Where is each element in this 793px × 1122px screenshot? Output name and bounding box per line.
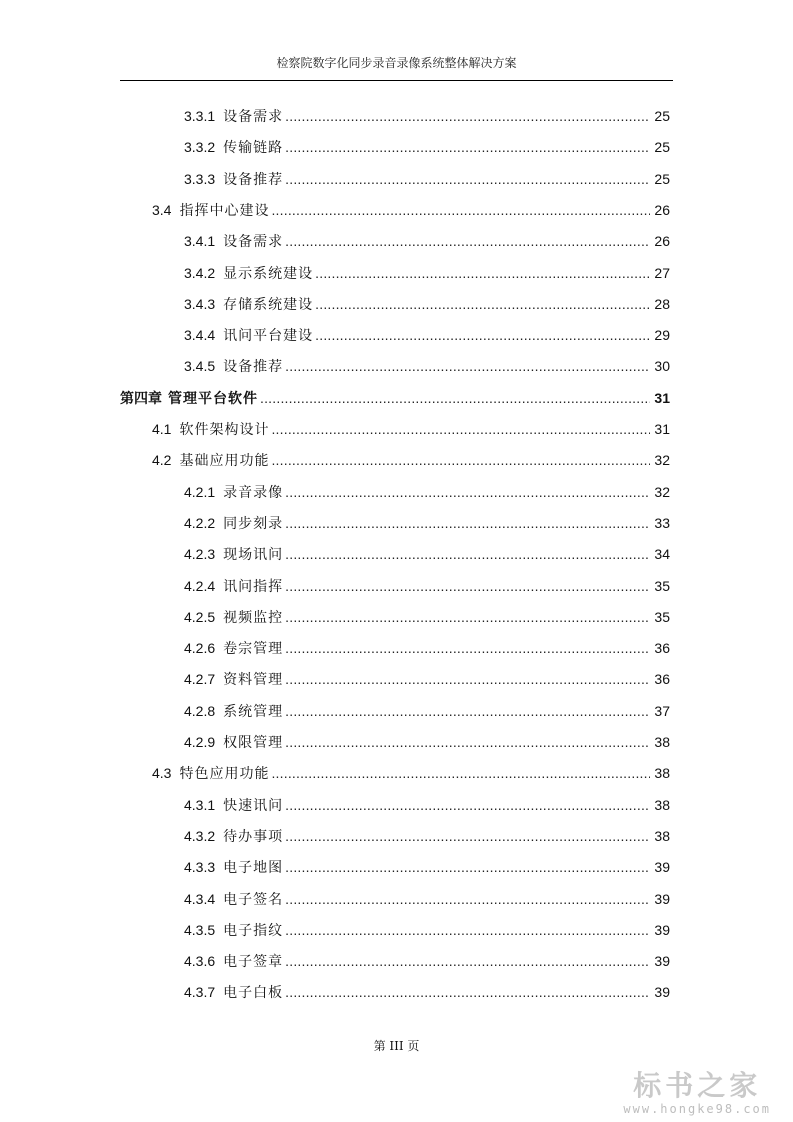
toc-entry-title: 资料管理 xyxy=(223,671,284,688)
toc-entry[interactable] xyxy=(184,356,670,376)
toc-leader-dots xyxy=(285,171,650,187)
toc-entry-number: 4.3.2 xyxy=(184,827,216,844)
toc-entry-number: 4.3.7 xyxy=(184,984,216,1001)
toc-entry[interactable] xyxy=(184,607,670,627)
toc-entry-page: 35 xyxy=(654,608,670,625)
toc-entry-page: 33 xyxy=(654,514,670,531)
toc-entry[interactable] xyxy=(184,826,670,846)
toc-entry[interactable] xyxy=(152,450,670,470)
toc-entry-page: 39 xyxy=(654,984,670,1001)
toc-entry-title: 基础应用功能 xyxy=(179,452,270,469)
watermark-logo: 标书之家 xyxy=(633,1069,762,1102)
toc-leader-dots xyxy=(285,546,650,562)
toc-entry[interactable] xyxy=(184,857,670,877)
toc-entry-title: 传输链路 xyxy=(223,139,284,156)
toc-leader-dots xyxy=(315,327,650,343)
toc-entry-page: 38 xyxy=(654,796,670,813)
toc-entry[interactable] xyxy=(184,231,670,251)
toc-entry-title: 电子地图 xyxy=(223,859,284,876)
toc-entry[interactable] xyxy=(184,669,670,689)
toc-entry-page: 38 xyxy=(654,765,670,782)
toc-leader-dots xyxy=(285,922,650,938)
toc-leader-dots xyxy=(285,108,650,124)
toc-entry[interactable] xyxy=(184,920,670,940)
toc-entry-page: 25 xyxy=(654,108,670,124)
page-footer: 第 III 页 xyxy=(373,1039,420,1053)
toc-leader-dots xyxy=(285,139,650,155)
page-header: 检察院数字化同步录音录像系统整体解决方案 xyxy=(276,56,517,70)
toc-entry-title: 现场讯问 xyxy=(223,546,284,563)
toc-leader-dots xyxy=(285,859,650,875)
toc-entry-number: 4.2.6 xyxy=(184,640,216,657)
toc-entry-title: 设备推荐 xyxy=(223,170,284,187)
toc-leader-dots xyxy=(285,640,650,656)
toc-entry-title: 系统管理 xyxy=(223,702,284,719)
toc-entry[interactable] xyxy=(184,513,670,533)
toc-entry-title: 设备推荐 xyxy=(223,358,284,375)
toc-entry-title: 讯问平台建设 xyxy=(223,327,314,344)
toc-entry-page: 26 xyxy=(654,201,670,218)
toc-entry-number: 4.3.5 xyxy=(184,921,216,938)
toc-entry-number: 4.3.4 xyxy=(184,890,216,907)
toc-entry[interactable] xyxy=(184,169,670,189)
toc-entry-page: 37 xyxy=(654,702,670,719)
toc-entry-number: 3.4.4 xyxy=(184,327,216,344)
toc-entry[interactable] xyxy=(120,388,670,408)
toc-leader-dots xyxy=(315,296,650,312)
toc-entry-title: 设备需求 xyxy=(223,108,284,124)
toc-entry[interactable] xyxy=(184,795,670,815)
toc-entry[interactable] xyxy=(152,200,670,220)
toc-entry-title: 待办事项 xyxy=(223,827,284,844)
toc-entry-page: 36 xyxy=(654,671,670,688)
toc-entry[interactable] xyxy=(184,889,670,909)
toc-entry-page: 39 xyxy=(654,921,670,938)
toc-entry-page: 38 xyxy=(654,827,670,844)
toc-entry-title: 权限管理 xyxy=(223,734,284,750)
toc-entry-page: 25 xyxy=(654,170,670,187)
toc-leader-dots xyxy=(285,734,650,750)
toc-entry-number: 3.3.3 xyxy=(184,170,216,187)
toc-entry-number: 3.3.1 xyxy=(184,108,216,124)
toc-entry-title: 快速讯问 xyxy=(223,796,284,813)
toc-leader-dots xyxy=(285,984,650,1000)
toc-entry-title: 视频监控 xyxy=(223,608,284,625)
toc-entry-page: 31 xyxy=(654,421,670,437)
watermark-url: www.hongke98.com xyxy=(623,1102,771,1116)
toc-leader-dots xyxy=(285,703,650,719)
toc-entry-number: 4.2.3 xyxy=(184,546,216,563)
toc-leader-dots xyxy=(260,390,650,406)
toc-entry-number: 4.2.7 xyxy=(184,671,216,688)
toc-entry-title: 电子白板 xyxy=(223,984,284,1001)
toc-entry-number: 4.1 xyxy=(152,421,172,437)
toc-entry-page: 38 xyxy=(654,734,670,750)
toc-leader-dots xyxy=(285,891,650,907)
toc-entry-page: 28 xyxy=(654,295,670,312)
toc-entry-number: 4.2 xyxy=(152,452,172,469)
toc-entry-page: 29 xyxy=(654,327,670,344)
toc-entry-page: 39 xyxy=(654,890,670,907)
toc-entry-title: 特色应用功能 xyxy=(179,765,270,782)
toc-entry-number: 3.4.3 xyxy=(184,295,216,312)
toc-leader-dots xyxy=(285,484,650,500)
toc-leader-dots xyxy=(285,515,650,531)
toc-leader-dots xyxy=(285,797,650,813)
toc-entry-number: 4.3.6 xyxy=(184,953,216,970)
toc-leader-dots xyxy=(285,578,650,594)
toc-entry-title: 卷宗管理 xyxy=(223,640,284,657)
toc-entry-title: 电子指纹 xyxy=(223,921,284,938)
toc-entry-number: 3.3.2 xyxy=(184,139,216,156)
toc-entry-page: 39 xyxy=(654,953,670,970)
toc-entry[interactable] xyxy=(184,701,670,721)
toc-entry-page: 34 xyxy=(654,546,670,563)
toc-leader-dots xyxy=(315,265,650,281)
toc-entry-page: 31 xyxy=(654,389,670,406)
toc-entry-number: 4.3.3 xyxy=(184,859,216,876)
toc-entry-page: 36 xyxy=(654,640,670,657)
toc-leader-dots xyxy=(285,953,650,969)
toc-entry-page: 27 xyxy=(654,264,670,281)
toc-entry-page: 26 xyxy=(654,233,670,250)
toc-entry-number: 4.2.9 xyxy=(184,734,216,750)
toc-entry-title: 管理平台软件 xyxy=(168,389,258,406)
toc-entry[interactable] xyxy=(184,137,670,157)
toc-entry-title: 电子签名 xyxy=(223,890,284,907)
toc-entry-number: 4.2.8 xyxy=(184,702,216,719)
toc-entry-number: 3.4.2 xyxy=(184,264,216,281)
toc-entry[interactable] xyxy=(184,294,670,314)
toc-leader-dots xyxy=(285,233,650,249)
toc-entry[interactable] xyxy=(184,951,670,971)
toc-entry-title: 电子签章 xyxy=(223,953,284,970)
toc-entry-title: 同步刻录 xyxy=(223,514,284,531)
toc-entry-number: 第四章 xyxy=(120,389,162,406)
watermark xyxy=(623,1064,771,1116)
toc-entry-title: 录音录像 xyxy=(223,483,284,500)
toc-entry-title: 显示系统建设 xyxy=(223,264,314,281)
toc-entry-number: 4.2.1 xyxy=(184,483,216,500)
toc-entry-number: 3.4 xyxy=(152,201,172,218)
toc-entry-title: 设备需求 xyxy=(223,233,284,250)
toc-leader-dots xyxy=(285,671,650,687)
toc-leader-dots xyxy=(271,202,650,218)
toc-entry[interactable] xyxy=(184,576,670,596)
toc-leader-dots xyxy=(285,828,650,844)
toc-entry-number: 3.4.1 xyxy=(184,233,216,250)
toc-leader-dots xyxy=(285,358,650,374)
toc-entry[interactable] xyxy=(184,982,670,1002)
toc-entry[interactable] xyxy=(184,325,670,345)
toc-entry[interactable] xyxy=(152,419,670,439)
toc-entry-number: 4.2.4 xyxy=(184,577,216,594)
toc-entry[interactable] xyxy=(184,732,670,752)
toc-leader-dots xyxy=(271,452,650,468)
toc-entry[interactable] xyxy=(184,638,670,658)
toc-entry-page: 35 xyxy=(654,577,670,594)
toc-entry-title: 存储系统建设 xyxy=(223,295,314,312)
toc-entry-number: 3.4.5 xyxy=(184,358,216,375)
toc-entry-page: 32 xyxy=(654,452,670,469)
toc-leader-dots xyxy=(285,609,650,625)
toc-entry-number: 4.2.5 xyxy=(184,608,216,625)
toc-leader-dots xyxy=(271,765,650,781)
toc-entry-title: 指挥中心建设 xyxy=(179,201,270,218)
toc-entry[interactable] xyxy=(184,263,670,283)
toc-entry-number: 4.2.2 xyxy=(184,514,216,531)
toc-entry-page: 25 xyxy=(654,139,670,156)
toc-entry[interactable] xyxy=(184,544,670,564)
toc-leader-dots xyxy=(271,421,650,437)
toc-entry-page: 32 xyxy=(654,483,670,500)
toc-entry-number: 4.3 xyxy=(152,765,172,782)
toc-entry-page: 39 xyxy=(654,859,670,876)
toc-entry-page: 30 xyxy=(654,358,670,375)
toc-entry-number: 4.3.1 xyxy=(184,796,216,813)
toc-entry-title: 讯问指挥 xyxy=(223,577,284,594)
toc-entry[interactable] xyxy=(184,106,670,126)
toc-entry[interactable] xyxy=(152,763,670,783)
toc-entry-title: 软件架构设计 xyxy=(179,421,270,437)
toc-entry[interactable] xyxy=(184,482,670,502)
